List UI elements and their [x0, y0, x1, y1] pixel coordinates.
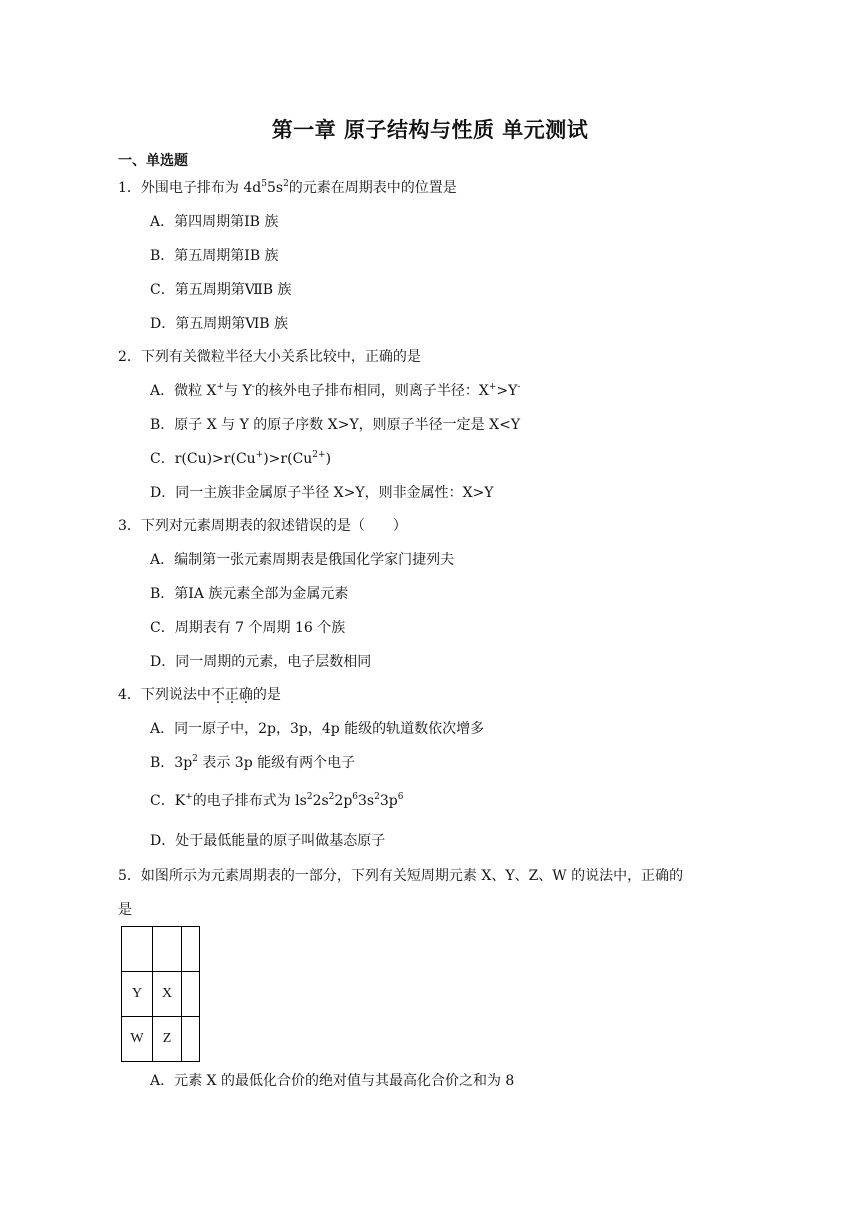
table-row	[122, 927, 200, 972]
question-3-option-b: B．第ⅠA 族元素全部为金属元素	[150, 586, 349, 602]
table-row	[122, 972, 200, 1017]
table-cell	[122, 927, 153, 972]
question-4-option-a: A．同一原子中，2p，3p，4p 能级的轨道数依次增多	[150, 721, 485, 737]
question-2-option-b: B．原子 X 与 Y 的原子序数 X>Y，则原子半径一定是 X<Y	[150, 417, 521, 433]
question-3-stem: 3．下列对元素周期表的叙述错误的是（ ）	[118, 518, 407, 534]
table-cell: Z	[153, 1017, 182, 1062]
table-cell: W	[122, 1017, 153, 1062]
question-4-option-d: D．处于最低能量的原子叫做基态原子	[150, 833, 386, 849]
page-title: 第一章 原子结构与性质 单元测试	[271, 118, 589, 142]
question-1-option-c: C．第五周期第ⅦB 族	[150, 282, 292, 298]
section-heading: 一、单选题	[118, 153, 188, 169]
table-cell	[153, 927, 182, 972]
question-2-option-d: D．同一主族非金属原子半径 X>Y，则非金属性：X>Y	[150, 485, 494, 501]
question-1-stem: 1．外围电子排布为 $4d^55s^2$的元素在周期表中的位置是	[118, 179, 457, 196]
table-cell	[182, 927, 200, 972]
question-1-option-d: D．第五周期第ⅥB 族	[150, 316, 289, 332]
question-2-stem: 2．下列有关微粒半径大小关系比较中，正确的是	[118, 349, 421, 365]
table-row	[122, 1017, 200, 1062]
question-4-option-c: C．K+的电子排布式为 $ls^22s^22p^63s^23p^6$	[150, 792, 404, 809]
question-4-option-b: B．$3p^2$ 表示 3p 能级有两个电子	[150, 754, 356, 771]
question-2-option-c: C．$r(Cu)>r(Cu^+)>r(Cu^{2+})$	[150, 450, 332, 467]
table-cell	[182, 1017, 200, 1062]
question-2-option-a: A．微粒 X+与 Y-的核外电子排布相同，则离子半径：X+>Y-	[150, 382, 521, 399]
question-4-stem: 4．下列说法中不正确的是	[118, 687, 281, 703]
table-cell: Y	[122, 972, 153, 1017]
question-3-option-c: C．周期表有 7 个周期 16 个族	[150, 620, 346, 636]
question-3-option-d: D．同一周期的元素，电子层数相同	[150, 654, 372, 670]
question-1-option-a: A．第四周期第ⅠB 族	[150, 214, 279, 230]
periodic-table-fragment	[121, 926, 200, 1062]
question-5-stem-line-1: 5．如图所示为元素周期表的一部分，下列有关短周期元素 X、Y、Z、W 的说法中，正确的	[118, 868, 684, 884]
question-1-option-b: B．第五周期第ⅠB 族	[150, 248, 279, 264]
question-5-option-a: A．元素 X 的最低化合价的绝对值与其最高化合价之和为 8	[150, 1073, 515, 1089]
question-3-option-a: A．编制第一张元素周期表是俄国化学家门捷列夫	[150, 552, 455, 568]
table-cell: X	[153, 972, 182, 1017]
table-cell	[182, 972, 200, 1017]
question-5-stem-line-2: 是	[118, 902, 132, 918]
